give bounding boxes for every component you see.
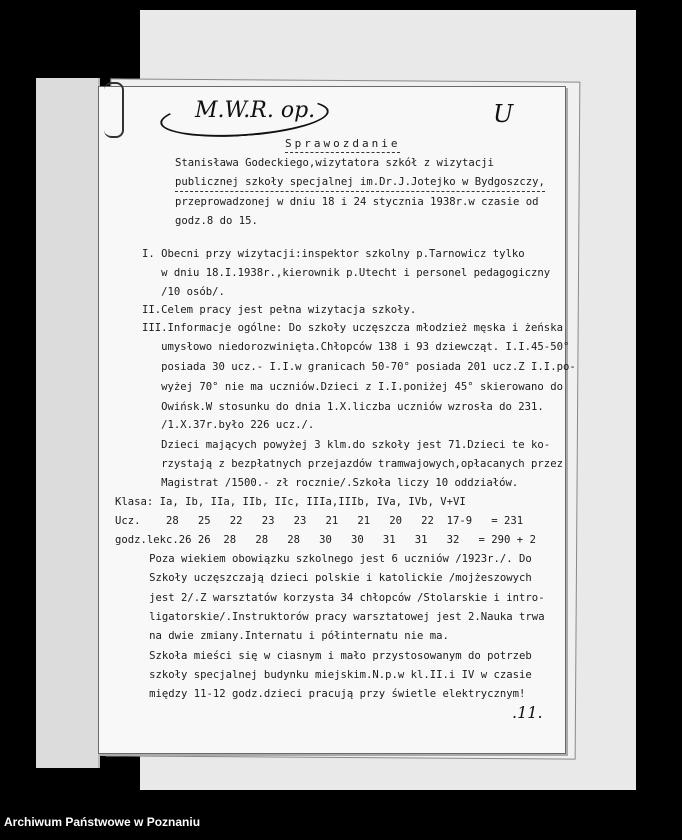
handwritten-page-number: .11.: [512, 703, 543, 722]
section-1-line: I. Obecni przy wizytacji:inspektor szkolny p.Tarnowicz tylko: [142, 248, 525, 260]
section-3-line: III.Informacje ogólne: Do szkoły uczęszcza młodzież męska i żeńska: [142, 322, 563, 334]
left-margin-strip: [36, 78, 100, 768]
section-3b-line: Szkoła mieści się w ciasnym i mało przystosowanym do potrzeb: [130, 650, 532, 662]
section-3-line: posiada 30 ucz.- I.I.w granicach 50-70° posiada 201 ucz.Z I.I.po-: [142, 361, 576, 373]
section-3-line: wyżej 70° nie ma uczniów.Dzieci z I.I.poniżej 45° skierowano do: [142, 381, 563, 393]
handwritten-reference: M.W.R. op.: [195, 98, 316, 123]
binding-clip: [104, 82, 124, 138]
intro-line: Stanisława Godeckiego,wizytatora szkół z wizytacji: [175, 157, 494, 169]
section-3b-line: szkoły specjalnej budynku miejskim.N.p.w kl.II.i IV w czasie: [130, 669, 532, 681]
intro-line: przeprowadzonej w dniu 18 i 24 stycznia 1938r.w czasie od: [175, 196, 539, 208]
intro-line: publicznej szkoły specjalnej im.Dr.J.Jotejko w Bydgoszczy,: [175, 174, 545, 192]
intro-line: godz.8 do 15.: [175, 215, 258, 227]
section-3-line: rzystają z bezpłatnych przejazdów tramwajowych,opłacanych przez: [142, 458, 563, 470]
section-1-line: /10 osób/.: [142, 286, 225, 298]
section-1-line: w dniu 18.I.1938r.,kierownik p.Utecht i personel pedagogiczny: [142, 267, 551, 279]
class-table-row-hours: godz.lekc.26 26 28 28 28 30 30 31 31 32 = 290 + 2: [115, 534, 536, 546]
section-3-line: Owińsk.W stosunku do dnia 1.X.liczba uczniów wzrosła do 231.: [142, 401, 544, 413]
section-3b-line: na dwie zmiany.Internatu i półinternatu nie ma.: [130, 630, 449, 642]
section-3-line: Magistrat /1500.- zł rocznie/.Szkoła liczy 10 oddziałów.: [142, 477, 519, 489]
section-2-line: II.Celem pracy jest pełna wizytacja szkoły.: [142, 304, 417, 316]
class-table-header: Klasa: Ia, Ib, IIa, IIb, IIc, IIIa,IIIb, IVa, IVb, V+VI: [115, 496, 466, 508]
class-table-row-students: Ucz. 28 25 22 23 23 21 21 20 22 17-9 = 231: [115, 515, 524, 527]
section-3b-line: między 11-12 godz.dzieci pracują przy świetle elektrycznym!: [130, 688, 526, 700]
handwritten-corner-mark: U: [493, 100, 514, 128]
section-3b-line: Szkoły uczęszczają dzieci polskie i katolickie /mojżeszowych: [130, 572, 532, 584]
section-3b-line: ligatorskie/.Instruktorów pracy warsztatowej jest 2.Nauka trwa: [130, 611, 545, 623]
section-3-line: /1.X.37r.było 226 ucz./.: [142, 419, 315, 431]
section-3-line: Dzieci mających powyżej 3 klm.do szkoły jest 71.Dzieci te ko-: [142, 439, 551, 451]
document-title: Sprawozdanie: [285, 135, 400, 153]
section-3b-line: Poza wiekiem obowiązku szkolnego jest 6 uczniów /1923r./. Do: [130, 553, 532, 565]
archive-caption: Archiwum Państwowe w Poznaniu: [4, 815, 201, 829]
section-3-line: umysłowo niedorozwinięta.Chłopców 138 i 93 dziewcząt. I.I.45-50°: [142, 341, 570, 353]
section-3b-line: jest 2/.Z warsztatów korzysta 34 chłopców /Stolarskie i intro-: [130, 592, 545, 604]
